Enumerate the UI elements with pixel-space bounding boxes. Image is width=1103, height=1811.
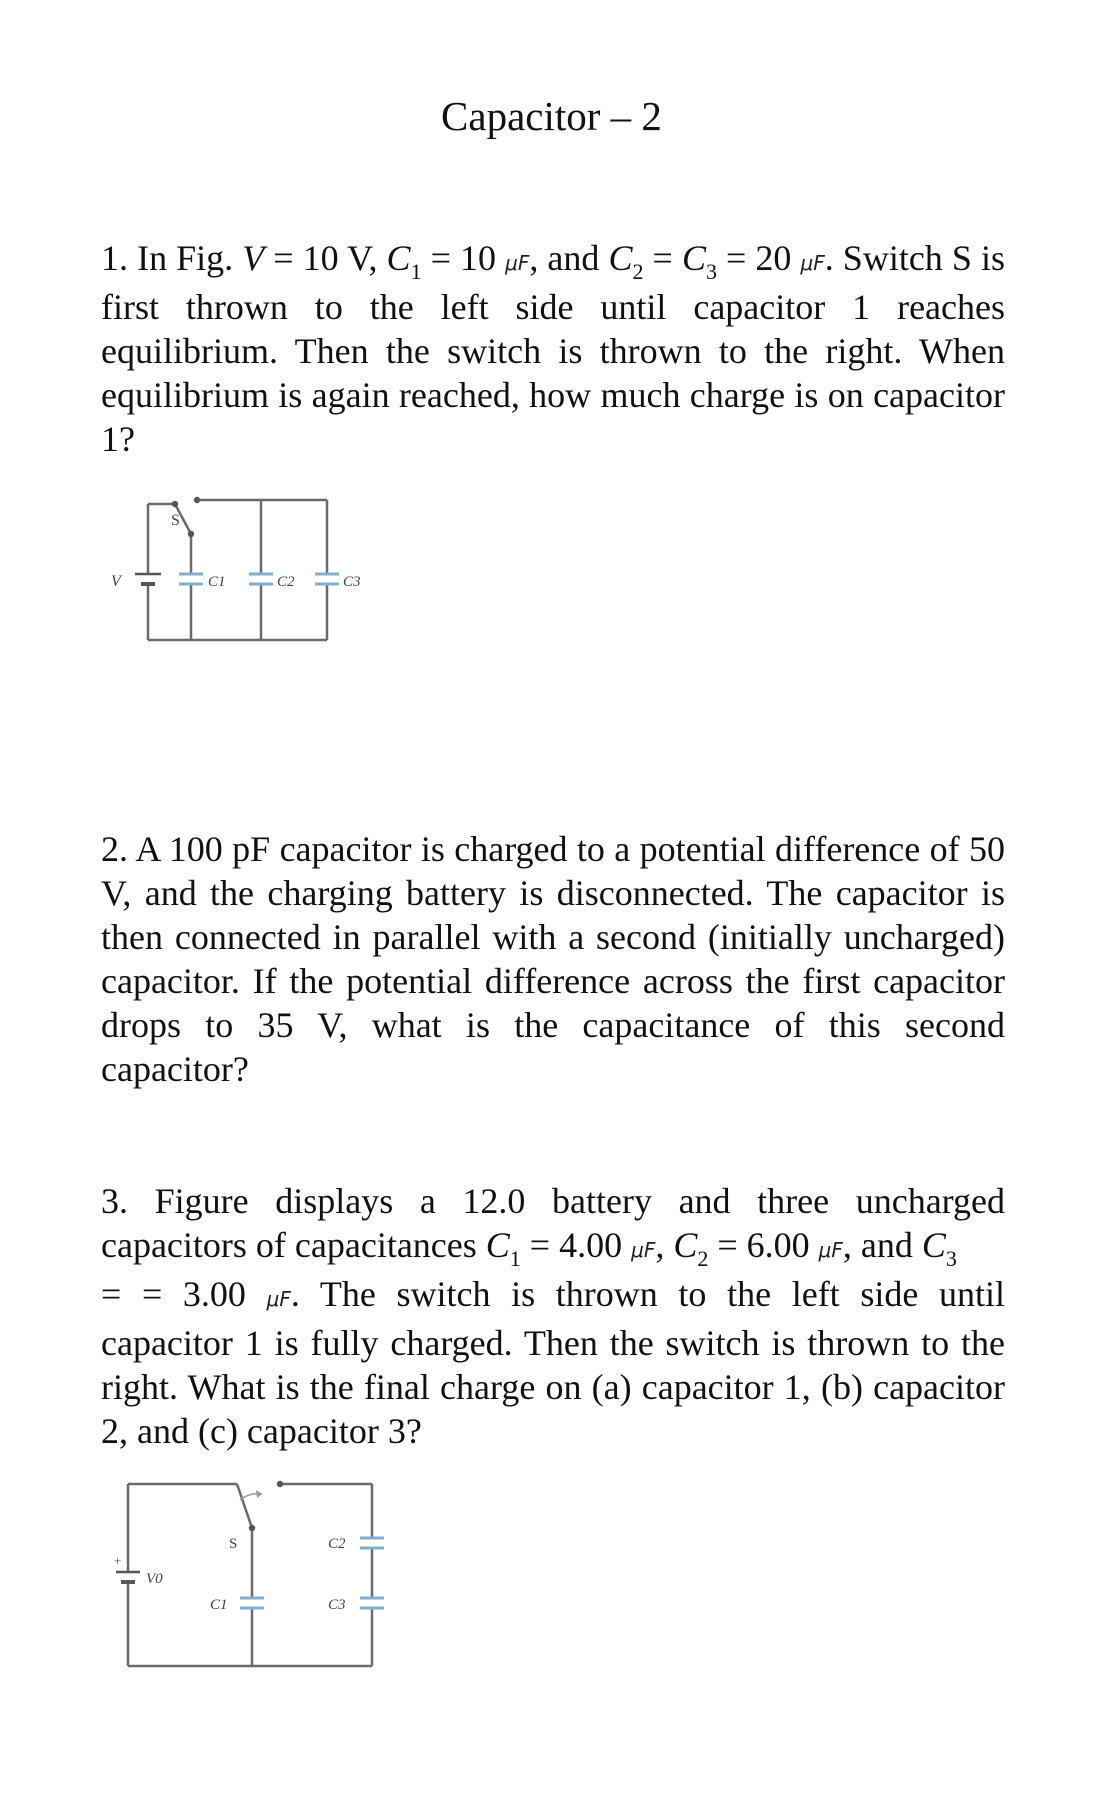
switch-label: S	[229, 1536, 238, 1552]
plus-label: +	[114, 1553, 122, 1568]
question-2: 2. A 100 pF capacitor is charged to a potential difference of 50 V, and the charging battery is disconnected. The capacitor is then connected in parallel with a second (initially uncharged) capacitor. If the potential difference across the first capacitor drops to 35 V, what is the capacitance of this second capacitor?	[101, 829, 1005, 1089]
battery-label: V0	[146, 1571, 163, 1587]
c3-label: C3	[343, 574, 361, 590]
question-1: 1. In Fig. V = 10 V, $C_1 = 10$ μF, and $C_2 = C_3 = 20$ μF. Switch S is first thrown to the left side until capacitor 1 reaches equilibrium. Then the switch is thrown to the right. When equilibrium is again reached, how much charge is on capacitor 1?	[101, 238, 1005, 459]
question-3: 3. Figure displays a 12.0 battery and three uncharged capacitors of capacitances $C_1 = 4.00$ μF, $C_2 = 6.00$ μF, and $C_3$ = = 3.00 μF. The switch is thrown to the left side until capacitor 1 is fully charged. Then the switch is thrown to the right. What is the final charge on (a) capacitor 1, (b) capacitor 2, and (c) capacitor 3?	[101, 1181, 1005, 1451]
battery-label: V	[111, 573, 121, 590]
c3-label: C3	[328, 1597, 346, 1613]
c2-label: C2	[328, 1536, 346, 1552]
figure-1-circuit	[105, 490, 385, 680]
c1-label: C1	[208, 574, 226, 590]
c1-label: C1	[210, 1597, 228, 1613]
c2-label: C2	[277, 574, 295, 590]
figure-3-circuit	[100, 1470, 410, 1685]
switch-label: S	[171, 512, 180, 529]
page-title: Capacitor – 2	[441, 93, 662, 139]
